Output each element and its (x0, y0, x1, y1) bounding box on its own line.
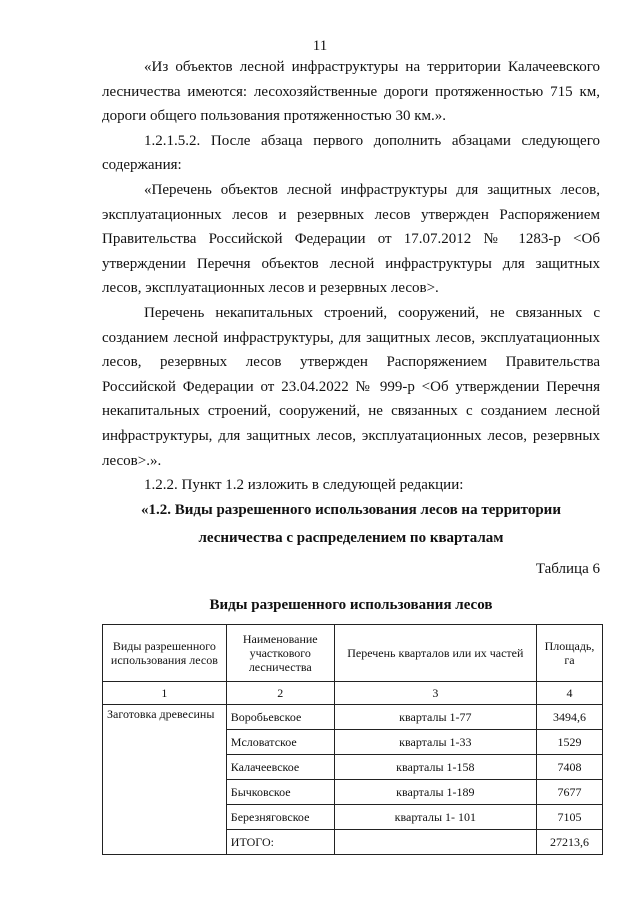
col-number: 1 (103, 682, 227, 705)
table-row (103, 705, 603, 730)
header-area: Площадь, га (537, 625, 603, 682)
area-cell: 7677 (537, 780, 603, 805)
area-cell: 1529 (537, 730, 603, 755)
header-forestry: Наименование участкового лесничества (226, 625, 334, 682)
paragraph-4: Перечень некапитальных строений, сооружений, не связанных с созданием лесной инфраструктуры, для защитных лесов, эксплуатационных лесов, резервных лесов утвержден Распоряжением Правительства Российской Федерации от 23.04.2022 № 999-р <Об утверждении Перечня некапитальных строений, сооружений, не связанных с созданием лесной инфраструктуры, для защитных лесов, эксплуатационных лесов, резервных лесов>.». (102, 304, 600, 469)
forestry-cell: Калачеевское (226, 755, 334, 780)
document-body (102, 55, 600, 855)
area-cell: 3494,6 (537, 705, 603, 730)
paragraph-2: 1.2.1.5.2. После абзаца первого дополнить абзацами следующего содержания: (102, 132, 600, 174)
area-cell: 7105 (537, 805, 603, 830)
header-quarters: Перечень кварталов или их частей (334, 625, 536, 682)
table-title: Виды разрешенного использования лесов (209, 597, 493, 614)
paragraph-3: «Перечень объектов лесной инфраструктуры для защитных лесов, эксплуатационных лесов и резервных лесов утвержден Распоряжением Правительства Российской Федерации от 17.07.2012 № 1283-р <Об утверждении Перечня объектов лесной инфраструктуры для защитных лесов, эксплуатационных лесов и резервных лесов>. (102, 181, 600, 297)
table-number-row (103, 682, 603, 705)
quarters-cell: кварталы 1-33 (334, 730, 536, 755)
col-number: 4 (537, 682, 603, 705)
heading-line-2: лесничества с распределением по кварталам (198, 530, 504, 547)
page-number: 11 (312, 38, 328, 54)
col-number: 3 (334, 682, 536, 705)
heading-line-1: «1.2. Виды разрешенного использования лесов на территории (141, 501, 561, 518)
total-area: 27213,6 (537, 830, 603, 855)
table-header-row (103, 625, 603, 682)
quarters-cell: кварталы 1- 101 (334, 805, 536, 830)
forestry-cell: Березняговское (226, 805, 334, 830)
forestry-cell: Воробьевское (226, 705, 334, 730)
total-label: ИТОГО: (226, 830, 334, 855)
col-number: 2 (226, 682, 334, 705)
forestry-cell: Мсловатское (226, 730, 334, 755)
quarters-cell: кварталы 1-77 (334, 705, 536, 730)
forestry-cell: Бычковское (226, 780, 334, 805)
paragraph-1: «Из объектов лесной инфраструктуры на территории Калачеевского лесничества имеются: лесохозяйственные дороги протяженностью 715 км, дороги общего пользования протяженностью 30 км.». (102, 59, 600, 125)
quarters-cell: кварталы 1-189 (334, 780, 536, 805)
quarters-cell: кварталы 1-158 (334, 755, 536, 780)
forest-use-table (102, 624, 603, 855)
paragraph-5: 1.2.2. Пункт 1.2 изложить в следующей редакции: (144, 477, 464, 494)
table-label: Таблица 6 (535, 560, 600, 577)
area-cell: 7408 (537, 755, 603, 780)
use-type-cell: Заготовка древесины (103, 705, 227, 855)
header-use-type: Виды разрешенного использования лесов (103, 625, 227, 682)
total-empty-cell (334, 830, 536, 855)
